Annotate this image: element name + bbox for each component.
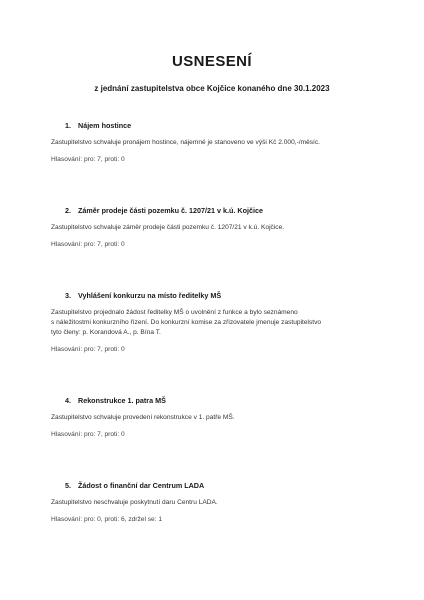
item-body-line: s náležitostmi konkurzního řízení. Do konkurzní komise za zřizovatele jmenuje zastupitelstvo (51, 319, 322, 326)
resolution-item-3 (51, 291, 401, 353)
item-heading-text: Žádost o finanční dar Centrum LADA (78, 481, 205, 490)
item-vote: Hlasování: pro: 7, proti: 0 (51, 346, 125, 353)
item-body (51, 223, 401, 233)
item-number: 1. (65, 121, 71, 130)
item-vote: Hlasování: pro: 0, proti: 6, zdržel se: 1 (51, 516, 163, 523)
resolution-item-2 (51, 206, 401, 248)
item-heading (51, 481, 401, 490)
resolution-item-4 (51, 396, 401, 438)
item-body (51, 413, 401, 423)
item-vote: Hlasování: pro: 7, proti: 0 (51, 431, 125, 438)
item-number: 3. (65, 291, 71, 300)
item-body (51, 498, 401, 508)
item-body-line: tyto členy: p. Korandová A., p. Bína T. (51, 329, 161, 336)
item-heading (51, 206, 401, 215)
item-heading-text: Rekonstrukce 1. patra MŠ (78, 396, 166, 405)
item-heading-text: Záměr prodeje části pozemku č. 1207/21 v k.ú. Kojčice (78, 206, 263, 215)
item-body-line: Zastupitelstvo projednalo žádost ředitelky MŠ o uvolnění z funkce a bylo seznámeno (51, 309, 298, 316)
item-heading (51, 396, 401, 405)
item-body (51, 308, 401, 338)
item-body (51, 138, 401, 148)
item-body-line: Zastupitelstvo schvaluje pronájem hostince, nájemné je stanoveno ve výši Kč 2.000,-/měsíc. (51, 139, 321, 146)
item-number: 5. (65, 481, 71, 490)
item-vote: Hlasování: pro: 7, proti: 0 (51, 156, 125, 163)
resolution-item-5 (51, 481, 401, 523)
item-heading-text: Vyhlášení konkurzu na místo ředitelky MŠ (78, 291, 222, 300)
item-heading (51, 291, 401, 300)
item-body-line: Zastupitelstvo neschvaluje poskytnutí daru Centru LADA. (51, 499, 218, 506)
item-heading-text: Nájem hostince (78, 121, 132, 130)
resolution-item-1 (51, 121, 401, 163)
item-body-line: Zastupitelstvo schvaluje provedení rekonstrukce v 1. patře MŠ. (51, 414, 235, 421)
document-title: USNESENÍ (172, 53, 252, 70)
item-heading (51, 121, 401, 130)
document-subtitle: z jednání zastupitelstva obce Kojčice konaného dne 30.1.2023 (94, 84, 330, 93)
item-number: 4. (65, 396, 71, 405)
item-body-line: Zastupitelstvo schvaluje záměr prodeje části pozemku č. 1207/21 v k.ú. Kojčice. (51, 224, 285, 231)
item-vote: Hlasování: pro: 7, proti: 0 (51, 241, 125, 248)
item-number: 2. (65, 206, 71, 215)
